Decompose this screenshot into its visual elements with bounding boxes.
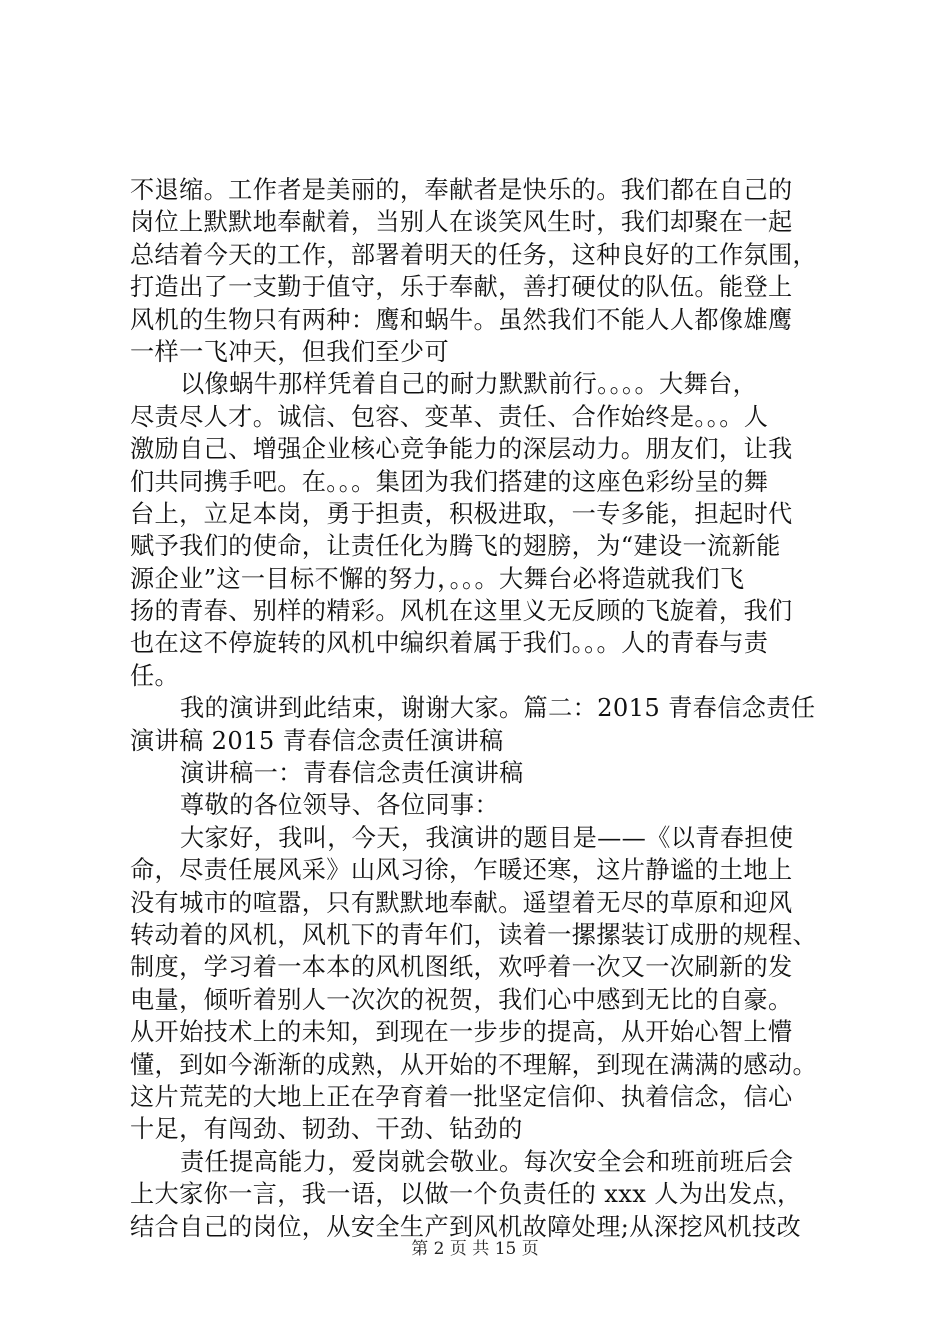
- text-line: 任。: [130, 661, 180, 690]
- text-line: 命，尽责任展风采》山风习徐，乍暖还寒，这片静谧的土地上: [130, 856, 793, 885]
- document-body: [130, 174, 842, 1243]
- text-line: 转动着的风机，风机下的青年们，读着一摞摞装订成册的规程、: [130, 920, 818, 949]
- text-line: 不退缩。工作者是美丽的，奉献者是快乐的。我们都在自己的: [130, 176, 793, 204]
- text-line: 演讲稿一：青春信念责任演讲稿: [180, 759, 524, 788]
- text-line: 懂，到如今渐渐的成熟，从开始的不理解，到现在满满的感动。: [130, 1050, 818, 1079]
- text-line: 源企业”这一目标不懈的努力，。。。大舞台必将造就我们飞: [130, 564, 745, 593]
- text-line: 风机的生物只有两种：鹰和蜗牛。虽然我们不能人人都像雄鹰: [130, 305, 793, 334]
- text-line: 以像蜗牛那样凭着自己的耐力默默前行。。。。大舞台，: [180, 370, 758, 399]
- text-line: 十足，有闯劲、韧劲、干劲、钻劲的: [130, 1115, 523, 1144]
- text-line: 台上，立足本岗，勇于担责，积极进取，一专多能，担起时代: [130, 499, 793, 528]
- text-line: 扬的青春、别样的精彩。风机在这里义无反顾的飞旋着，我们: [130, 597, 793, 626]
- text-line: 也在这不停旋转的风机中编织着属于我们。。。人的青春与责: [130, 629, 769, 658]
- text-line: 制度，学习着一本本的风机图纸，欢呼着一次又一次刷新的发: [130, 953, 793, 982]
- page-footer: 第 2 页 共 15 页: [411, 1239, 539, 1259]
- text-line: 上大家你一言，我一语，以做一个负责任的 xxx 人为出发点，: [130, 1180, 802, 1209]
- text-line: 从开始技术上的未知，到现在一步步的提高，从开始心智上懵: [130, 1018, 793, 1047]
- text-line: 赋予我们的使命，让责任化为腾飞的翅膀，为“建设一流新能: [130, 532, 781, 561]
- text-line: 演讲稿 2015 青春信念责任演讲稿: [130, 726, 504, 755]
- text-line: 结合自己的岗位，从安全生产到风机故障处理;从深挖风机技改: [130, 1212, 802, 1241]
- text-line: 打造出了一支勤于值守，乐于奉献，善打硬仗的队伍。能登上: [130, 273, 793, 302]
- text-line: 岗位上默默地奉献着，当别人在谈笑风生时，我们却聚在一起: [130, 208, 793, 237]
- text-line: 我的演讲到此结束，谢谢大家。篇二：2015 青春信念责任: [180, 694, 816, 723]
- text-line: 总结着今天的工作，部署着明天的任务，这种良好的工作氛围，: [130, 240, 818, 269]
- text-line: 尊敬的各位领导、各位同事：: [180, 791, 499, 820]
- text-line: 们共同携手吧。在。。。集团为我们搭建的这座色彩纷呈的舞: [130, 467, 769, 496]
- text-line: 没有城市的喧嚣，只有默默地奉献。遥望着无尽的草原和迎风: [130, 888, 793, 917]
- text-line: 这片荒芜的大地上正在孕育着一批坚定信仰、执着信念，信心: [130, 1082, 793, 1111]
- text-line: 一样一飞冲天，但我们至少可: [130, 337, 449, 366]
- text-line: 电量，倾听着别人一次次的祝贺，我们心中感到无比的自豪。: [130, 985, 793, 1014]
- text-line: 大家好，我叫，今天，我演讲的题目是——《以青春担使: [180, 823, 794, 852]
- text-line: 激励自己、增强企业核心竞争能力的深层动力。朋友们，让我: [130, 435, 793, 464]
- text-line: 责任提高能力，爱岗就会敬业。每次安全会和班前班后会: [180, 1147, 794, 1176]
- text-line: 尽责尽人才。诚信、包容、变革、责任、合作始终是。。。人: [130, 402, 769, 431]
